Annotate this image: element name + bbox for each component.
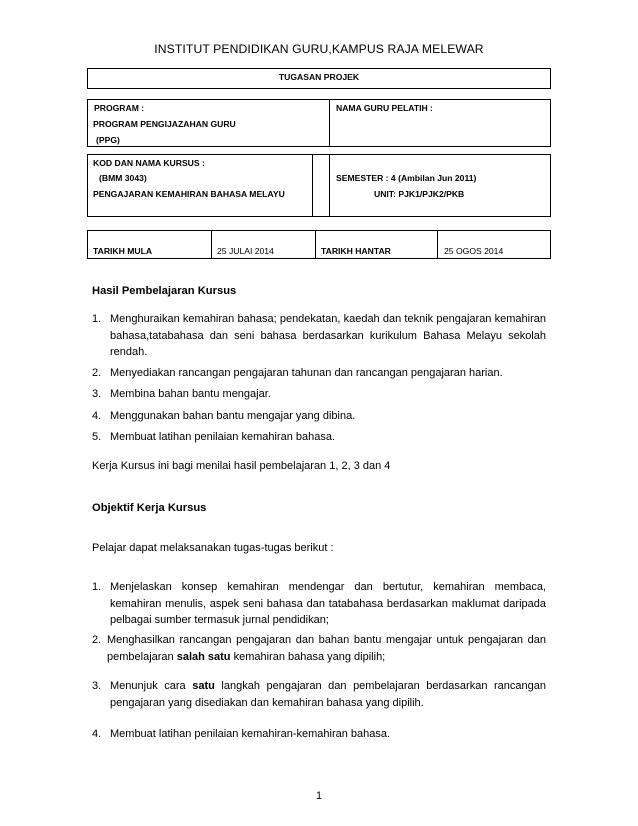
list-item	[92, 678, 546, 711]
tarikh-hantar-label: TARIKH HANTAR	[321, 246, 391, 256]
list-item-text-b: kemahiran bahasa yang dipilih;	[230, 650, 386, 663]
list-item	[92, 311, 546, 361]
list-item-number: 3.	[92, 680, 102, 692]
program-box	[87, 99, 551, 147]
list-item	[92, 579, 546, 629]
unit-label: UNIT: PJK1/PJK2/PKB	[374, 189, 465, 199]
tarikh-hantar-value: 25 OGOS 2014	[444, 246, 504, 256]
program-line1: PROGRAM PENGIJAZAHAN GURU	[93, 119, 236, 129]
list-item-text: Menggunakan bahan bantu mengajar yang dibina.	[110, 409, 356, 422]
kursus-divider-2	[329, 155, 330, 216]
semester-label: SEMESTER : 4 (Ambilan Jun 2011)	[336, 173, 477, 183]
list-item-number: 3.	[92, 388, 102, 400]
page-header-title: INSTITUT PENDIDIKAN GURU,KAMPUS RAJA MELEWAR	[154, 42, 484, 56]
list-item	[92, 408, 546, 425]
list-item-number: 1.	[92, 313, 102, 325]
list-item	[92, 365, 546, 382]
list-item-text-bold: satu	[192, 680, 215, 692]
list-item-number: 4.	[92, 728, 102, 740]
list-item-text: Menyediakan rancangan pengajaran tahunan dan rancangan pengajaran harian.	[110, 366, 503, 379]
hasil-list	[92, 311, 546, 446]
tugasan-box	[87, 68, 551, 89]
tarikh-divider-3	[437, 231, 438, 258]
kursus-box	[87, 154, 551, 217]
list-item	[92, 726, 546, 743]
objektif-item-1	[92, 579, 546, 629]
list-item-text-a: Menghasilkan rancangan pengajaran dan bahan bantu mengajar untuk pengajaran dan pembelajaran	[107, 634, 546, 663]
program-label: PROGRAM :	[94, 103, 145, 113]
list-item	[92, 429, 546, 446]
list-item-number: 2.	[92, 634, 102, 646]
kod-label: KOD DAN NAMA KURSUS :	[93, 158, 205, 168]
list-item-text-b: langkah pengajaran dan pembelajaran berdasarkan rancangan pengajaran yang disediakan dan kemahiran bahasa yang dipilih.	[110, 680, 546, 709]
program-line2: (PPG)	[96, 135, 120, 145]
list-item-number: 4.	[92, 409, 102, 422]
list-item	[92, 386, 546, 403]
page-number: 1	[315, 790, 322, 802]
list-item-text-bold: salah satu	[176, 650, 231, 663]
kod-code: (BMM 3043)	[99, 173, 147, 183]
kod-name: PENGAJARAN KEMAHIRAN BAHASA MELAYU	[93, 189, 285, 199]
list-item-text: Menghuraikan kemahiran bahasa; pendekatan, kaedah dan teknik pengajaran kemahiran bahasa,tatabahasa dan seni bahasa berdasarkan kurikulum Bahasa Melayu sekolah rendah.	[110, 313, 546, 358]
tarikh-divider-1	[211, 231, 212, 258]
tarikh-mula-value: 25 JULAI 2014	[217, 246, 274, 256]
list-item-text-a: Menunjuk cara	[110, 680, 193, 692]
objektif-intro: Pelajar dapat melaksanakan tugas-tugas berikut :	[92, 542, 334, 554]
list-item-number: 5.	[92, 431, 102, 443]
tugasan-label: TUGASAN PROJEK	[278, 72, 360, 82]
list-item-text: Membina bahan bantu mengajar.	[110, 388, 271, 400]
kerja-kursus-text: Kerja Kursus ini bagi menilai hasil pembelajaran 1, 2, 3 dan 4	[92, 460, 391, 472]
list-item-number: 2.	[92, 366, 102, 379]
tarikh-box	[87, 230, 551, 259]
nama-guru-label: NAMA GURU PELATIH :	[336, 103, 433, 113]
list-item-text: Menjelaskan konsep kemahiran mendengar dan bertutur, kemahiran membaca, kemahiran menulis, aspek seni bahasa dan tatabahasa berdasarkan maklumat daripada pelbagai sumber termasuk jurnal pendidikan;	[110, 581, 546, 626]
tarikh-divider-2	[315, 231, 316, 258]
objektif-item-2	[92, 632, 546, 665]
kursus-divider-1	[312, 155, 313, 216]
objektif-item-4	[92, 726, 546, 743]
list-item	[92, 632, 546, 665]
list-item-text: Membuat latihan penilaian kemahiran-kemahiran bahasa.	[110, 728, 391, 740]
hasil-heading: Hasil Pembelajaran Kursus	[92, 285, 237, 297]
objektif-heading: Objektif Kerja Kursus	[92, 502, 207, 514]
objektif-item-3	[92, 678, 546, 711]
program-divider	[329, 100, 330, 146]
tarikh-mula-label: TARIKH MULA	[93, 246, 153, 256]
list-item-text: Membuat latihan penilaian kemahiran bahasa.	[110, 431, 336, 443]
list-item-number: 1.	[92, 581, 102, 593]
